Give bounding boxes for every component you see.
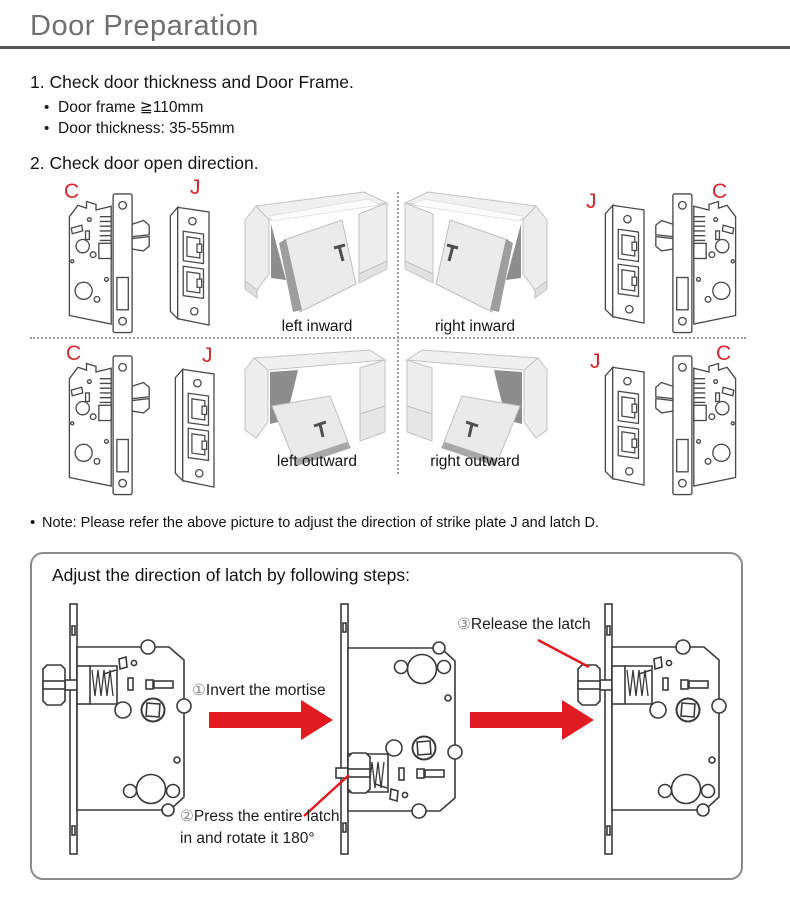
spec-text: Door frame ≧110mm [58, 99, 204, 116]
strike-plate-drawing [605, 367, 644, 485]
step2-number: ② [180, 808, 194, 825]
quadrant-caption-left-inward: left inward [281, 318, 353, 335]
mortise-label-c: C [712, 180, 728, 203]
door-left-inward-drawing [245, 192, 387, 312]
mortise-step2-drawing [336, 604, 462, 854]
section2-heading: 2. Check door open direction. [30, 153, 259, 173]
quadrant-horizontal-divider [30, 337, 746, 339]
strike-plate-label-j: J [190, 176, 201, 199]
callout-line-step3 [538, 640, 589, 667]
latch-adjust-steps-box [30, 552, 743, 880]
bullet-icon: • [44, 99, 50, 116]
step2-line1 [180, 806, 340, 828]
mortise-lock-drawing [656, 194, 736, 333]
title-bar [0, 0, 790, 49]
quadrant-caption-right-outward: right outward [430, 453, 520, 470]
note-line [30, 514, 599, 531]
section1-heading: 1. Check door thickness and Door Frame. [30, 72, 354, 92]
arrow-right-icon [209, 700, 333, 740]
quadrant-caption-right-inward: right inward [434, 318, 516, 335]
mortise-lock-drawing [656, 356, 736, 495]
step3-number: ③ [457, 616, 471, 633]
spec-item-door-frame [44, 98, 203, 117]
step3-text [457, 614, 591, 636]
strike-plate-label-j: J [586, 190, 597, 213]
quadrant-caption-left-outward: left outward [276, 453, 358, 470]
page-title: Door Preparation [30, 10, 259, 42]
step2-text [180, 806, 340, 850]
bullet-icon: • [44, 120, 50, 137]
mortise-step3-drawing [578, 604, 726, 854]
step3-label: Release the latch [470, 616, 591, 633]
mortise-label-c: C [716, 342, 732, 365]
latch-step-diagram [32, 554, 741, 878]
mortise-step1-drawing [43, 604, 191, 854]
mortise-label-c: C [66, 342, 82, 365]
mortise-lock-drawing [69, 356, 149, 495]
step1-number: ① [192, 682, 206, 699]
door-left-outward-drawing [245, 350, 385, 466]
quadrant-vertical-divider [397, 192, 399, 474]
strike-plate-label-j: J [590, 350, 601, 373]
strike-plate-drawing [175, 369, 214, 487]
steps-box-title: Adjust the direction of latch by following steps: [52, 565, 410, 585]
note-text: Note: Please refer the above picture to adjust the direction of strike plate J and latch D. [42, 515, 599, 531]
step2-label-line2: in and rotate it 180° [180, 830, 315, 847]
mortise-label-c: C [64, 180, 80, 203]
step1-text [192, 680, 326, 702]
door-right-outward-drawing [407, 350, 547, 466]
strike-plate-label-j: J [202, 344, 213, 367]
door-direction-drawings [30, 178, 762, 510]
step2-label-line1: Press the entire latch [193, 808, 340, 825]
spec-text: Door thickness: 35-55mm [58, 120, 235, 137]
strike-plate-drawing [170, 207, 209, 325]
door-direction-figure [30, 178, 762, 510]
spec-item-door-thickness [44, 120, 235, 138]
step1-label: Invert the mortise [205, 682, 326, 699]
strike-plate-drawing [605, 205, 644, 323]
bullet-icon: • [30, 514, 36, 531]
arrow-right-icon [470, 700, 594, 740]
door-right-inward-drawing [405, 192, 547, 312]
mortise-lock-drawing [69, 194, 149, 333]
